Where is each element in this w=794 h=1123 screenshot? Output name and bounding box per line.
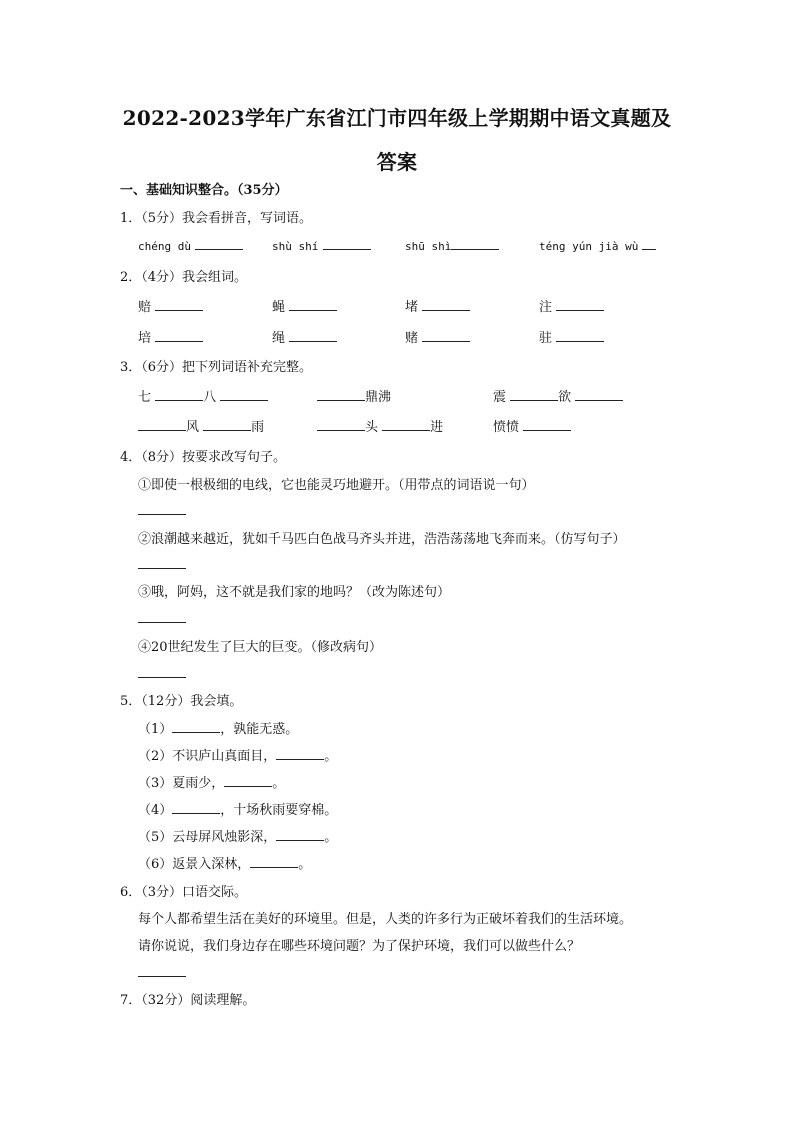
question-2-stem: 2．（4分）我会组词。 xyxy=(120,270,248,285)
answer-blank xyxy=(289,298,337,311)
word-item xyxy=(405,296,470,315)
title-line-2: 答案 xyxy=(376,150,418,174)
item-text-after: ，孰能无惑。 xyxy=(220,722,299,737)
pinyin-text: téng yún jià wù xyxy=(539,240,639,253)
idiom-item xyxy=(493,386,623,405)
word-item xyxy=(405,327,470,346)
character: 驻 xyxy=(539,331,553,346)
answer-blank xyxy=(220,388,268,401)
rewrite-item: ④20世纪发生了巨大的巨变。（修改病句） xyxy=(138,640,383,655)
idiom-char: 进 xyxy=(430,420,444,435)
item-number: （5） xyxy=(138,830,173,845)
item-text-before: 夏雨少， xyxy=(172,776,225,791)
item-text-before: 云母屏风烛影深， xyxy=(172,830,277,845)
answer-line xyxy=(138,514,186,515)
answer-blank xyxy=(556,329,604,342)
character: 绳 xyxy=(272,331,286,346)
answer-line xyxy=(138,677,186,678)
pinyin-text: shū shì xyxy=(405,240,452,253)
answer-blank xyxy=(289,329,337,342)
answer-blank xyxy=(422,298,470,311)
rewrite-item: ③哦，阿妈，这不就是我们家的地吗？（改为陈述句） xyxy=(138,585,451,600)
question-6-stem: 6．（3分）口语交际。 xyxy=(120,885,248,900)
answer-blank xyxy=(250,855,298,868)
idiom-char: 震 xyxy=(493,390,507,405)
answer-blank xyxy=(155,298,203,311)
item-number: （3） xyxy=(138,776,173,791)
answer-blank xyxy=(276,828,324,841)
title-line-1: 2022-2023学年广东省江门市四年级上学期期中语文真题及 xyxy=(122,106,672,130)
answer-blank xyxy=(510,388,558,401)
item-number: （2） xyxy=(138,749,173,764)
answer-line xyxy=(138,976,186,977)
pinyin-item xyxy=(138,237,243,254)
character: 赌 xyxy=(405,331,419,346)
answer-blank xyxy=(195,237,243,250)
character: 培 xyxy=(138,331,152,346)
answer-line xyxy=(138,622,186,623)
answer-blank xyxy=(317,388,365,401)
pinyin-item xyxy=(405,237,499,254)
idiom-item xyxy=(138,416,264,435)
item-text-before: 返景入深林， xyxy=(172,857,251,872)
question-3-stem: 3．（6分）把下列词语补充完整。 xyxy=(120,360,313,375)
idiom-char: 鼎沸 xyxy=(365,390,392,405)
answer-blank xyxy=(203,418,251,431)
section-heading: 一、基础知识整合。（35分） xyxy=(120,183,288,198)
item-text-after: ，十场秋雨要穿棉。 xyxy=(220,803,338,818)
document-title xyxy=(60,96,734,184)
word-item xyxy=(539,296,604,315)
item-text-after: 。 xyxy=(298,857,312,872)
answer-blank xyxy=(382,418,430,431)
pinyin-text: shù shí xyxy=(272,240,319,253)
idiom-char: 七 xyxy=(138,390,152,405)
idiom-item xyxy=(493,416,571,435)
fill-item xyxy=(138,745,337,764)
word-item xyxy=(138,296,203,315)
answer-blank xyxy=(224,774,272,787)
word-item xyxy=(138,327,203,346)
answer-line xyxy=(138,568,186,569)
answer-blank xyxy=(276,747,324,760)
question-5-stem: 5．（12分）我会填。 xyxy=(120,694,243,709)
answer-blank xyxy=(556,298,604,311)
answer-blank xyxy=(172,720,220,733)
idiom-char: 头 xyxy=(365,420,379,435)
answer-blank xyxy=(323,237,371,250)
fill-item xyxy=(138,718,298,737)
fill-item xyxy=(138,853,311,872)
paragraph: 请你说说，我们身边存在哪些环境问题？为了保护环境，我们可以做些什么？ xyxy=(138,939,581,954)
question-7-stem: 7．（32分）阅读理解。 xyxy=(120,993,256,1008)
answer-blank xyxy=(523,418,571,431)
item-text-after: 。 xyxy=(272,776,286,791)
question-4-stem: 4．（8分）按要求改写句子。 xyxy=(120,450,287,465)
answer-blank xyxy=(642,237,656,250)
word-item xyxy=(272,327,337,346)
item-text-before: 不识庐山真面目， xyxy=(172,749,277,764)
idiom-char: 雨 xyxy=(251,420,265,435)
character: 蝇 xyxy=(272,300,286,315)
question-1-stem: 1．（5分）我会看拼音，写词语。 xyxy=(120,211,313,226)
idiom-char: 风 xyxy=(186,420,200,435)
word-item xyxy=(539,327,604,346)
rewrite-item: ①即使一根极细的电线，它也能灵巧地避开。（用带点的词语说一句） xyxy=(138,478,535,493)
answer-blank xyxy=(575,388,623,401)
idiom-char: 八 xyxy=(203,390,217,405)
character: 赔 xyxy=(138,300,152,315)
item-number: （6） xyxy=(138,857,173,872)
pinyin-text: chéng dù xyxy=(138,240,191,253)
idiom-char: 愤愤 xyxy=(493,420,520,435)
idiom-item xyxy=(317,386,391,405)
answer-blank xyxy=(451,237,499,250)
answer-blank xyxy=(172,801,220,814)
character: 堵 xyxy=(405,300,419,315)
answer-blank xyxy=(422,329,470,342)
fill-item xyxy=(138,799,337,818)
answer-blank xyxy=(317,418,365,431)
idiom-char: 欲 xyxy=(558,390,572,405)
word-item xyxy=(272,296,337,315)
idiom-item xyxy=(317,416,443,435)
fill-item xyxy=(138,772,285,791)
item-text-after: 。 xyxy=(324,830,338,845)
pinyin-item xyxy=(539,237,656,254)
answer-blank xyxy=(155,329,203,342)
answer-blank xyxy=(155,388,203,401)
fill-item xyxy=(138,826,337,845)
idiom-item xyxy=(138,386,268,405)
pinyin-item xyxy=(272,237,371,254)
character: 注 xyxy=(539,300,553,315)
rewrite-item: ②浪潮越来越近，犹如千马匹白色战马齐头并进，浩浩荡荡地飞奔而来。（仿写句子） xyxy=(138,532,626,547)
paragraph: 每个人都希望生活在美好的环境里。但是，人类的许多行为正破坏着我们的生活环境。 xyxy=(138,912,633,927)
item-number: （4） xyxy=(138,803,173,818)
item-text-after: 。 xyxy=(324,749,338,764)
answer-blank xyxy=(138,418,186,431)
item-number: （1） xyxy=(138,722,173,737)
